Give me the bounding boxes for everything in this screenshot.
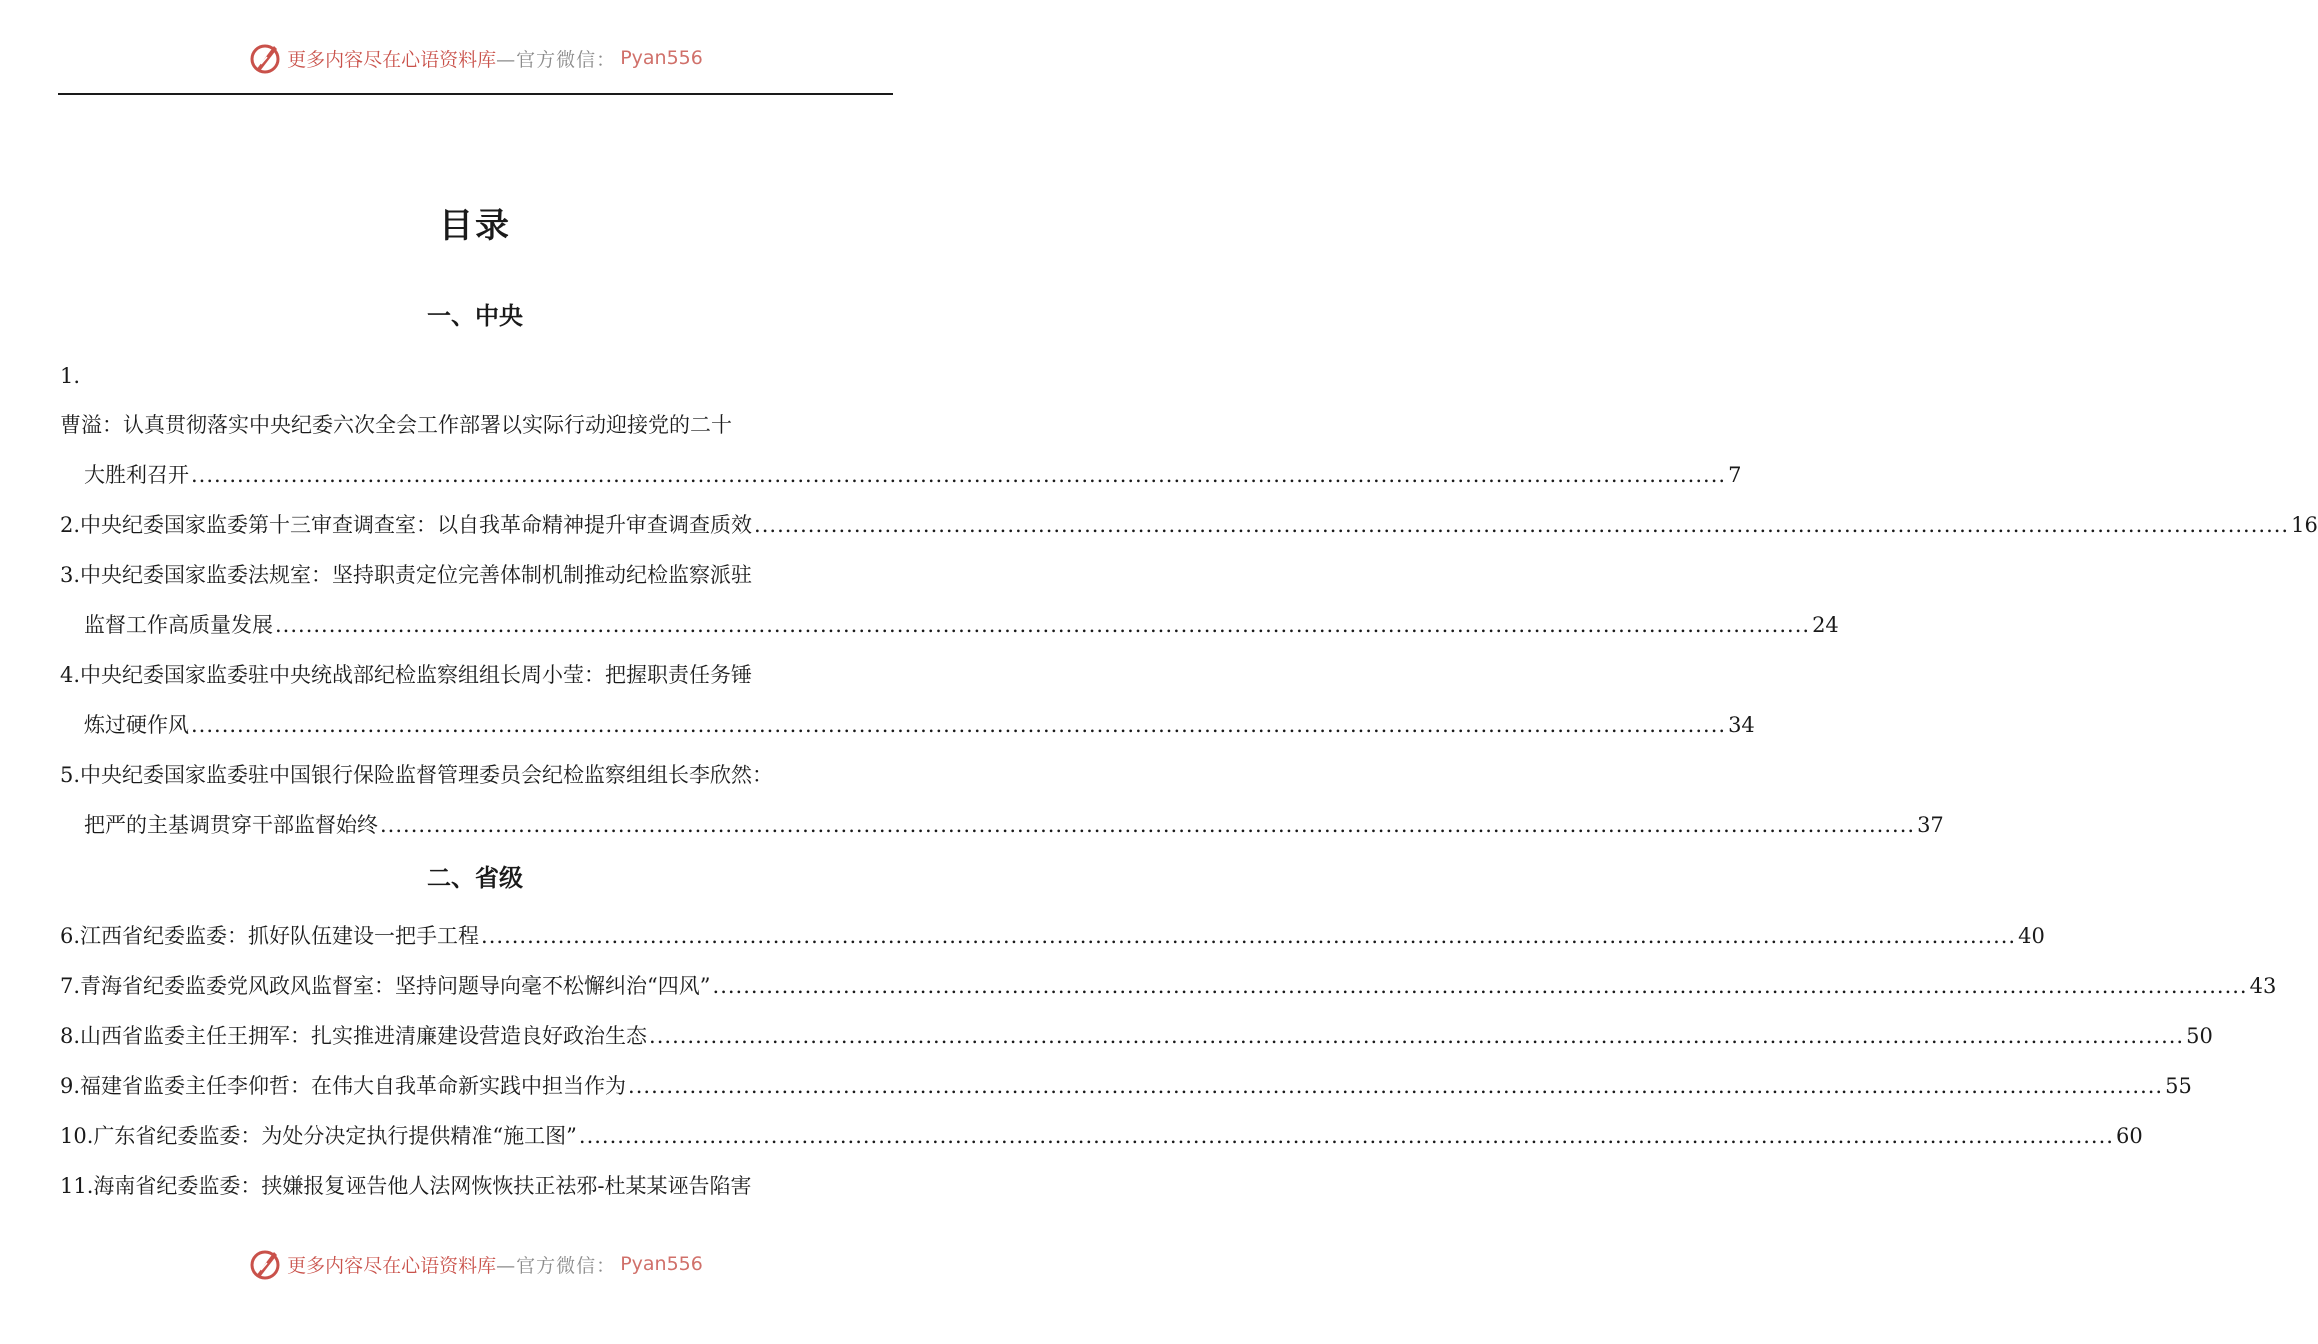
- toc-leader-dots: ........................................................................................................................................................................................................: [578, 1124, 2114, 1148]
- toc-item-10-number: 10.: [60, 1124, 94, 1148]
- toc-item-3-title[interactable]: [60, 559, 892, 591]
- toc-leader-dots: ........................................................................................................................................................................................................: [649, 1024, 2185, 1048]
- quill-logo-icon: [247, 1246, 283, 1282]
- footer-banner: [0, 1244, 950, 1284]
- header-brand-text: 更多内容尽在心语资料库: [287, 48, 497, 71]
- footer-brand-text: 更多内容尽在心语资料库: [287, 1254, 497, 1277]
- toc-item-11-title[interactable]: [60, 1170, 892, 1202]
- toc-item-1-number: 1.: [60, 364, 81, 388]
- toc-leader-dots: ........................................................................................................................................................................................................: [191, 463, 1727, 487]
- toc-item-7-entry[interactable]: [60, 970, 2277, 1002]
- section-heading-provincial: 二、省级: [427, 864, 523, 892]
- toc-item-5-page: 37: [1917, 813, 1944, 837]
- header-wechat-id: Pyan556: [620, 47, 703, 69]
- toc-item-1-title-cont: 大胜利召开: [84, 463, 189, 487]
- toc-item-4-title-cont: 炼过硬作风: [84, 713, 189, 737]
- toc-item-8-entry[interactable]: [60, 1020, 2213, 1052]
- section-heading-central: 一、中央: [427, 302, 523, 330]
- header-rule: [58, 93, 893, 95]
- header-banner: [0, 38, 950, 78]
- footer-wechat-label: —官方微信：: [496, 1254, 617, 1277]
- toc-item-3-number: 3.: [60, 563, 81, 587]
- toc-item-6-page: 40: [2018, 924, 2045, 948]
- toc-item-9-number: 9.: [60, 1074, 81, 1098]
- toc-leader-dots: ........................................................................................................................................................................................................: [191, 713, 1727, 737]
- toc-item-2-number: 2.: [60, 513, 81, 537]
- toc-item-1-page: 7: [1728, 463, 1742, 487]
- toc-item-11-title-text: 海南省纪委监委：挟嫌报复诬告他人法网恢恢扶正祛邪-杜某某诬告陷害: [93, 1174, 752, 1198]
- toc-item-2-title: 中央纪委国家监委第十三审查调查室：以自我革命精神提升审查调查质效: [80, 513, 753, 537]
- toc-item-4-title-text: 中央纪委国家监委驻中央统战部纪检监察组组长周小莹：把握职责任务锤: [80, 663, 753, 687]
- toc-item-1-title[interactable]: 曹溢：认真贯彻落实中央纪委六次全会工作部署以实际行动迎接党的二十: [60, 413, 732, 437]
- toc-item-7-page: 43: [2249, 974, 2277, 998]
- toc-item-6-entry[interactable]: [60, 920, 2045, 952]
- toc-item-5-title-text: 中央纪委国家监委驻中国银行保险监督管理委员会纪检监察组组长李欣然：: [80, 763, 774, 787]
- toc-item-10-title: 广东省纪委监委：为处分决定执行提供精准“施工图”: [93, 1124, 577, 1148]
- toc-item-8-number: 8.: [60, 1024, 81, 1048]
- toc-item-11-number: 11.: [60, 1174, 94, 1198]
- page-title: 目录: [439, 206, 511, 246]
- toc-item-8-page: 50: [2186, 1024, 2213, 1048]
- toc-item-2-entry[interactable]: [60, 509, 2318, 541]
- toc-leader-dots: ........................................................................................................................................................................................................: [481, 924, 2017, 948]
- toc-item-5-entry[interactable]: [84, 809, 1944, 841]
- toc-item-2-page: 16: [2291, 513, 2318, 537]
- toc-item-8-title: 山西省监委主任王拥军：扎实推进清廉建设营造良好政治生态: [80, 1024, 648, 1048]
- toc-item-3-entry[interactable]: [84, 609, 1839, 641]
- toc-leader-dots: ........................................................................................................................................................................................................: [628, 1074, 2164, 1098]
- toc-item-4-page: 34: [1728, 713, 1755, 737]
- toc-item-7-number: 7.: [60, 974, 81, 998]
- toc-leader-dots: ........................................................................................................................................................................................................: [712, 974, 2248, 998]
- toc-item-4-entry[interactable]: [84, 709, 1755, 741]
- toc-item-3-title-cont: 监督工作高质量发展: [84, 613, 273, 637]
- toc-item-5-number: 5.: [60, 763, 81, 787]
- toc-item-7-title: 青海省纪委监委党风政风监督室：坚持问题导向毫不松懈纠治“四风”: [80, 974, 711, 998]
- header-wechat-label: —官方微信：: [496, 48, 617, 71]
- toc-item-4-number: 4.: [60, 663, 81, 687]
- toc-item-3-title-text: 中央纪委国家监委法规室：坚持职责定位完善体制机制推动纪检监察派驻: [80, 563, 753, 587]
- toc-item-9-entry[interactable]: [60, 1070, 2192, 1102]
- toc-item-5-title-cont: 把严的主基调贯穿干部监督始终: [84, 813, 378, 837]
- toc-item-9-page: 55: [2165, 1074, 2192, 1098]
- toc-item-6-title: 江西省纪委监委：抓好队伍建设一把手工程: [80, 924, 480, 948]
- toc-item-4-title[interactable]: [60, 659, 892, 691]
- toc-leader-dots: ........................................................................................................................................................................................................: [275, 613, 1811, 637]
- toc-item-6-number: 6.: [60, 924, 81, 948]
- footer-wechat-id: Pyan556: [620, 1253, 703, 1275]
- toc-item-10-page: 60: [2115, 1124, 2143, 1148]
- toc-leader-dots: ........................................................................................................................................................................................................: [380, 813, 1916, 837]
- toc-item-9-title: 福建省监委主任李仰哲：在伟大自我革命新实践中担当作为: [80, 1074, 627, 1098]
- quill-logo-icon: [247, 40, 283, 76]
- toc-item-3-page: 24: [1812, 613, 1839, 637]
- toc-leader-dots: ........................................................................................................................................................................................................: [754, 513, 2290, 537]
- toc-item-1-entry[interactable]: [84, 459, 1742, 491]
- toc-item-10-entry[interactable]: [60, 1120, 2143, 1152]
- toc-item-5-title[interactable]: [60, 759, 892, 791]
